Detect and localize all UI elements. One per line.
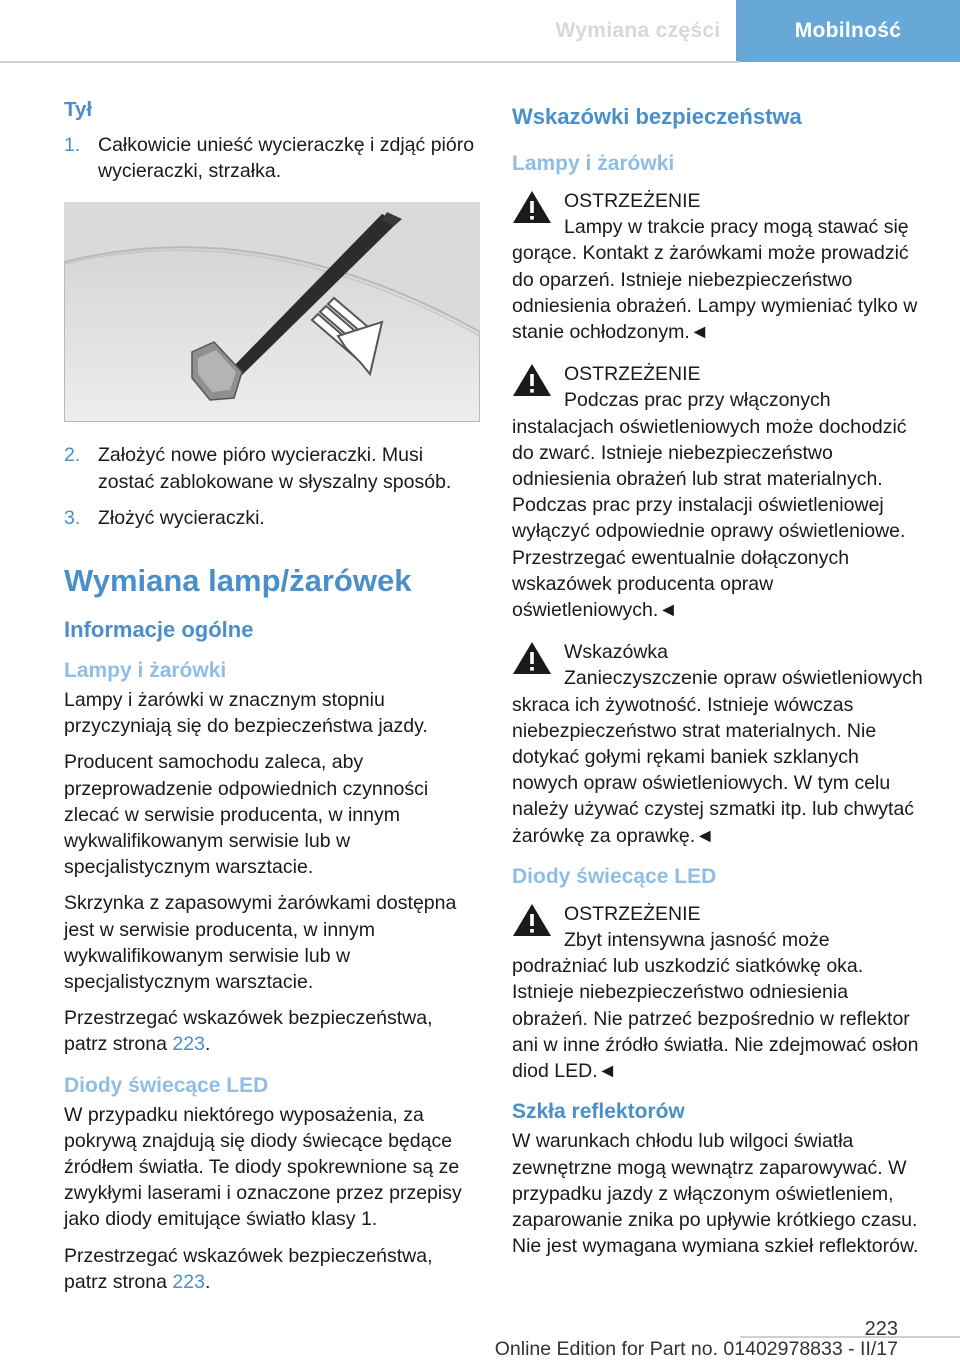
paragraph: W przypadku niektórego wyposażenia, za pokrywą znajdują się diody świecące będące źródłem światła. Te diody spokrewnione są ze zwykłymi laserami i oznaczone przez przepisy jako diody emitujące światło klasy 1. bbox=[64, 1103, 462, 1231]
paragraph: W warunkach chłodu lub wilgoci światła zewnętrzne mogą wewnątrz zaparowywać. W przypadku jazdy z włączonym oświetleniem, zaparowanie znika po upływie krótkiego czasu. Nie jest wymagana wymiana szkieł reflektorów. bbox=[512, 1130, 919, 1258]
header-chapter-tab: Mobilność bbox=[736, 0, 960, 62]
step-text: Złożyć wycieraczki. bbox=[98, 506, 265, 529]
safety-heading: Wskazówki bezpieczeństwa bbox=[512, 104, 802, 129]
paragraph-with-ref: Przestrzegać wskazówek bezpieczeństwa, patrz strona 223. bbox=[64, 1244, 433, 1293]
step-number: 3. bbox=[64, 506, 81, 529]
warning-triangle-icon bbox=[512, 641, 552, 675]
paragraph-with-ref: Przestrzegać wskazówek bezpieczeństwa, patrz strona 223. bbox=[64, 1007, 433, 1056]
warning-title: OSTRZEŻENIE bbox=[564, 363, 701, 386]
warning-triangle-icon bbox=[512, 363, 552, 397]
page-reference-link[interactable]: 223 bbox=[172, 1033, 205, 1056]
hint-body: Zanieczyszczenie opraw oświetleniowych skraca ich żywotność. Istnieje wówczas niebezpieczeństwo strat materialnych. Nie dotykać gołymi rękami baniek szklanych nowych opraw oświetleniowych. W tym celu należy używać czystej szmatki itp. lub chwytać żarówkę za oprawkę.◄ bbox=[512, 667, 923, 847]
step-1 bbox=[64, 132, 480, 184]
page-reference-link[interactable]: 223 bbox=[172, 1270, 205, 1293]
lamps-subheading: Lampy i żarówki bbox=[512, 152, 675, 175]
wiper-figure bbox=[64, 202, 480, 422]
paragraph: Producent samochodu zaleca, aby przeprowadzenie odpowiednich czynności zlecać w serwisie producenta, w innym wykwalifikowanym serwisie lub w specjalistycznym warsztacie. bbox=[64, 751, 429, 879]
warning-body: Podczas prac przy włączonych instalacjach oświetleniowych może dochodzić do zwarć. Istnieje niebezpieczeństwo odniesienia obrażeń lub strat materialnych. Podczas prac przy instalacji oświetleniowej wyłączyć odpowiednie oprawy oświetleniowe. Przestrzegać ewentualnie dołączonych wskazówek producenta opraw oświetleniowych.◄ bbox=[512, 389, 907, 622]
led-subheading: Diody świecące LED bbox=[512, 864, 717, 888]
paragraph: Skrzynka z zapasowymi żarówkami dostępna jest w serwisie producenta, w innym wykwalifikowanym serwisie lub w specjalistycznym warsztacie. bbox=[64, 892, 457, 994]
step-number: 1. bbox=[64, 134, 81, 156]
hint-block bbox=[512, 639, 924, 849]
paragraph-text: Przestrzegać wskazówek bezpieczeństwa, patrz strona bbox=[64, 1244, 433, 1293]
rear-heading: Tył bbox=[64, 98, 93, 121]
warning-triangle-icon bbox=[512, 903, 552, 937]
left-column bbox=[64, 98, 480, 1305]
step-text: Całkowicie unieść wycieraczkę i zdjąć pióro wycieraczki, strzałka. bbox=[98, 134, 475, 183]
warning-title: OSTRZEŻENIE bbox=[564, 190, 701, 212]
right-column bbox=[512, 98, 924, 1269]
warning-triangle-icon bbox=[512, 190, 552, 224]
paragraph-text: Przestrzegać wskazówek bezpieczeństwa, patrz strona bbox=[64, 1007, 433, 1056]
step-2 bbox=[64, 442, 480, 494]
step-3 bbox=[64, 505, 480, 531]
general-info-heading: Informacje ogólne bbox=[64, 617, 254, 643]
warning-body: Lampy w trakcie pracy mogą stawać się gorące. Kontakt z żarówkami może prowadzić do oparzeń. Istnieje niebezpieczeństwo odniesienia obrażeń. Lampy wymieniać tylko w stanie ochłodzonym.◄ bbox=[512, 216, 918, 344]
page-header bbox=[540, 0, 960, 62]
lamps-subheading: Lampy i żarówki bbox=[64, 659, 227, 683]
edition-footer: Online Edition for Part no. 01402978833 - II/17 bbox=[494, 1338, 898, 1360]
warning-block bbox=[512, 901, 924, 1084]
step-number: 2. bbox=[64, 444, 81, 467]
warning-block bbox=[512, 188, 924, 345]
page-number: 223 bbox=[864, 1318, 898, 1340]
hint-title: Wskazówka bbox=[564, 641, 669, 664]
section-heading-lamps: Wymiana lamp/żarówek bbox=[64, 563, 412, 599]
step-text: Założyć nowe pióro wycieraczki. Musi zostać zablokowane w słyszalny sposób. bbox=[98, 444, 452, 493]
glass-heading: Szkła reflektorów bbox=[512, 1100, 685, 1124]
header-rule bbox=[0, 61, 740, 63]
led-subheading: Diody świecące LED bbox=[64, 1073, 269, 1097]
wiper-illustration bbox=[64, 202, 480, 422]
paragraph: Lampy i żarówki w znacznym stopniu przyczyniają się do bezpieczeństwa jazdy. bbox=[64, 689, 428, 738]
header-section-title: Wymiana części bbox=[555, 19, 721, 42]
warning-block bbox=[512, 361, 924, 623]
warning-title: OSTRZEŻENIE bbox=[564, 902, 701, 925]
warning-body: Zbyt intensywna jasność może podrażniać lub uszkodzić siatkówkę oka. Istnieje niebezpieczeństwo odniesienia obrażeń. Nie patrzeć bezpośrednio w reflektor ani w inne źródło światła. Nie zdejmować osłon diod LED.◄ bbox=[512, 929, 919, 1083]
